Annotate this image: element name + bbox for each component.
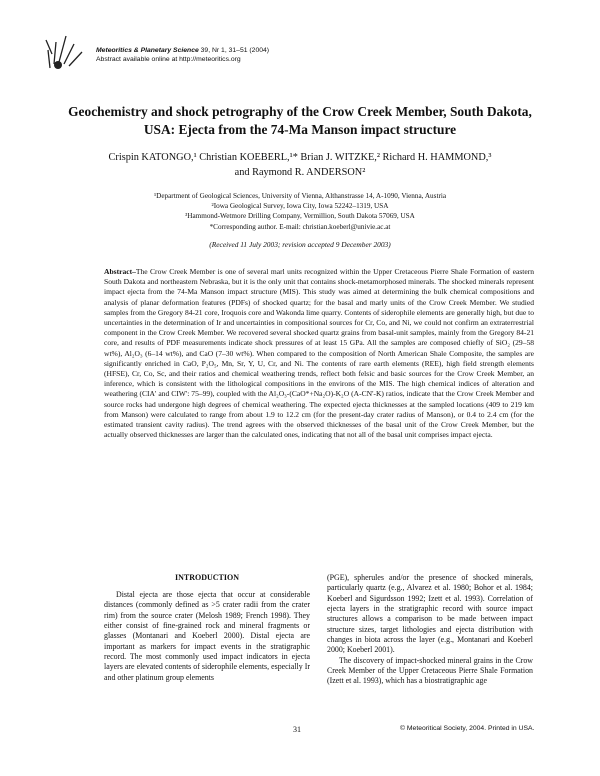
journal-citation: 39, Nr 1, 31–51 (2004): [198, 47, 270, 54]
journal-header: [96, 46, 269, 64]
abstract-text: The Crow Creek Member is one of several marl units recognized within the Upper Cretaceous Pierre Shale Formation of eastern South Dakota and northeastern Nebraska, but it is the only unit that contains shock-metamorphosed minerals. The shocked minerals represent impact ejecta from the 74-Ma Manson impact structure (MIS). This study was aimed at determining the bulk chemical compositions and analysis of planar deformation features (PDFs) of shocked quartz; for the basal and marly units of the Crow Creek Member. We studied samples from the Gregory 84-21 core, Iroquois core and Wakonda lime quarry. Contents of siderophile elements are generally high, but due to uncertainties in the determination of Ir and uncertainties in compositional sources for Cr, Co, and Ni, we could not confirm an extraterrestrial component in the Crow Creek Member. We recovered several shocked quartz grains from basal-unit samples, mainly from the Gregory 84-21 core, and results of PDF measurements indicate shock pressures of at least 15 GPa. All the samples are composed chiefly of SiO₂ (29–58 wt%), Al₂O₃ (6–14 wt%), and CaO (7–30 wt%). When compared to the composition of North American Shale Composite, the samples are significantly enriched in CaO, P₂O₅, Mn, Sr, Y, U, Cr, and Ni. The contents of rare earth elements (REE), high field strength elements (HFSE), Cr, Co, Sc, and their ratios and chemical weathering trends, reflect both felsic and basic sources for the Crow Creek Member, an inference, which is consistent with the lithological compositions in the environs of the MIS. The high chemical indices of alteration and weathering (CIA' and CIW': 75–99), coupled with the Al₂O₃-(CaO*+Na₂O)-K₂O (A-CN'-K) ratios, indicate that the Crow Creek Member and source rocks had undergone high degrees of chemical weathering. The expected ejecta thicknesses at the sampled locations (409 to 219 km from Manson) were calculated to range from about 1.9 to 12.2 cm (for the present-day crater radius of Manson), or 0.4 to 2.4 cm (for the estimated transient cavity radius). The trend agrees with the observed thicknesses of the basal unit of the Crow Creek Member, but the actually observed thicknesses are larger than the calculated ones, indicating that not all of the basal unit comprises impact ejecta.: [104, 267, 534, 440]
title-line-2: USA: Ejecta from the 74-Ma Manson impact structure: [143, 122, 457, 137]
author-list: [40, 151, 560, 180]
paper-title: [40, 103, 560, 139]
body-column-left: [104, 590, 310, 683]
body-column-right: [327, 573, 533, 687]
title-line-1: Geochemistry and shock petrography of the Crow Creek Member, South Dakota,: [68, 104, 532, 119]
authors-line-2: and Raymond R. ANDERSON²: [234, 166, 366, 178]
intro-paragraph-2: The discovery of impact-shocked mineral grains in the Crow Creek Member of the Upper Cretaceous Pierre Shale Formation (Izett et al. 1993), which has a biostratigraphic age: [327, 655, 533, 686]
affiliation-1: ¹Department of Geological Sciences, University of Vienna, Althanstrasse 14, A-1090, Vienna, Austria: [153, 192, 447, 200]
intro-paragraph-1-cont: (PGE), spherules and/or the presence of shocked minerals, particularly quartz (e.g., Alvarez et al. 1980; Bohor et al. 1984; Koeberl and Sigurdsson 1992; Izett et al. 1993). Correlation of ejecta layers in the stratigraphic record with source impact structures allows a comparison to be made between impact structure sizes, target lithologies and ejecta distribution with changes in biota across the layer (e.g., Montanari and Koeberl 2000; Koeberl 2001).: [327, 573, 533, 655]
intro-paragraph-1: Distal ejecta are those ejecta that occur at considerable distances (commonly defined as >5 crater radii from the crater rim) from the source crater (Melosh 1989; French 1998). They either consist of fine-grained rock and mineral fragments or glasses (Montanari and Koeberl 2000). Distal ejecta are important as markers for impact events in the stratigraphic record. The most commonly used impact indicators in ejecta layers are elevated contents of siderophile elements, especially Ir and other platinum group elements: [104, 590, 310, 682]
journal-name: Meteoritics & Planetary Science: [96, 47, 199, 54]
availability-line: Abstract available online at http://meteoritics.org: [96, 56, 241, 64]
meteoritical-society-logo: [44, 32, 86, 72]
abstract: [104, 267, 534, 440]
affiliation-2: ²Iowa Geological Survey, Iowa City, Iowa 52242–1319, USA: [211, 202, 389, 211]
received-dates: (Received 11 July 2003; revision accepted 9 December 2003): [209, 240, 391, 249]
copyright: © Meteoritical Society, 2004. Printed in USA.: [400, 725, 535, 732]
affiliations: [40, 191, 560, 232]
authors-line-1: Crispin KATONGO,¹ Christian KOEBERL,¹* Brian J. WITZKE,² Richard H. HAMMOND,³: [108, 152, 492, 163]
affiliation-3: ³Hammond-Wetmore Drilling Company, Vermillion, South Dakota 57069, USA: [185, 212, 415, 221]
corresponding-author: *Corresponding author. E-mail: christian.koeberl@univie.ac.at: [209, 222, 391, 231]
abstract-label: Abstract–: [104, 267, 136, 276]
page-number: 31: [293, 725, 301, 734]
introduction-heading: INTRODUCTION: [174, 573, 239, 582]
